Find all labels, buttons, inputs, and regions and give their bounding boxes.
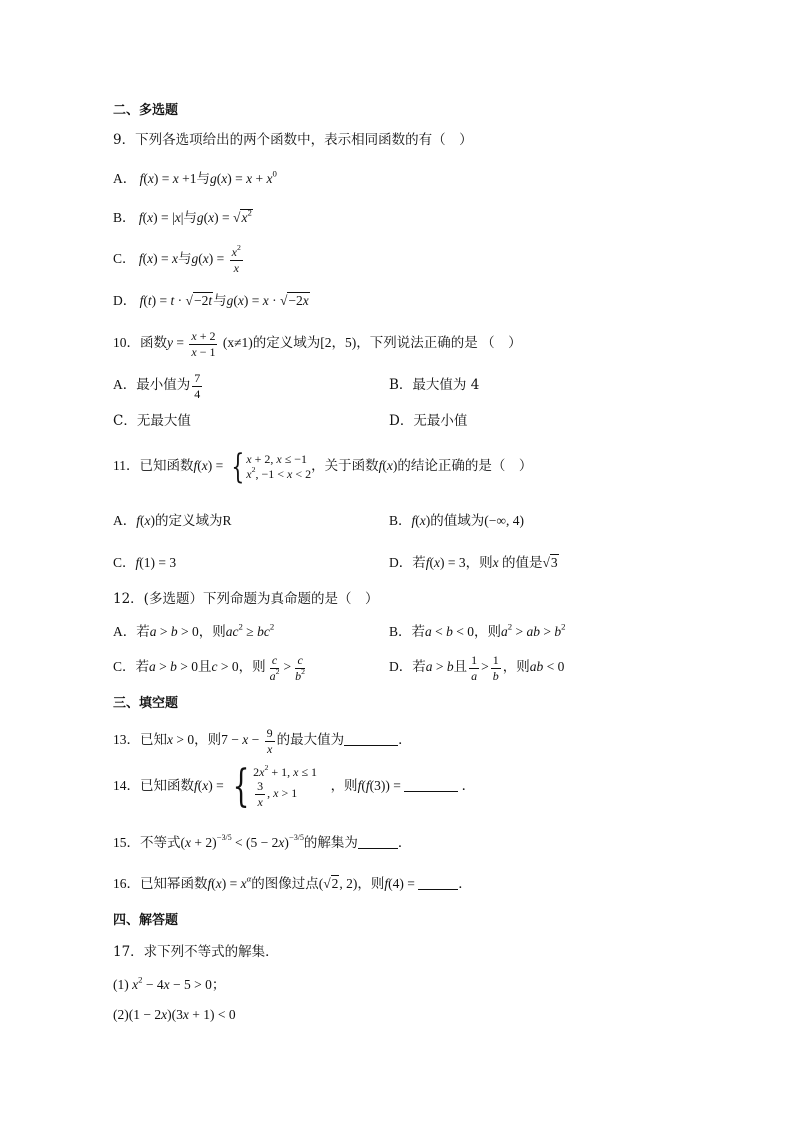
question-10-option-c: C．无最大值 [113,413,191,429]
question-11-option-c: C．f(1) = 3 [113,555,177,570]
piecewise-brace: { $2x^2 + 1$, x ≤ 1 $\frac{3}{x}$ , x > 1 [232,761,318,812]
question-11-option-b: B．f(x)的值域为(−∞, 4) [389,513,525,528]
question-12-option-b: B．若a < b < 0，则$a^2$ > ab > $b^2$ [389,621,566,639]
question-10-stem: 10．函数y = $\frac{x + 2}{x - 1}$ (x≠1)的定义域为[2，5)，下列说法正确的是 （ ） [113,329,522,359]
question-12-stem: 12．(多选题）下列命题为真命题的是（ ） [113,591,379,607]
option-label: D． [113,293,137,308]
question-10-option-b: B．最大值为 4 [389,377,480,393]
section-heading-fill-in: 三、填空题 [113,696,179,711]
question-12-option-d: D．若a > b且 $\frac{1}{a}$ > $\frac{1}{b}$ ，则ab < 0 [389,653,565,683]
question-11-stem: 11．已知函数f(x) = { x + 2, x ≤ −1 $x^2$, −1 < x < 2 ，关于函数f(x)的结论正确的是（ ） [113,447,533,487]
question-15: 15．不等式$(x + 2)^{-3/5} < (5 - 2x)^{-3/5}$的解集为 ． [113,832,412,850]
question-9-option-c: C． f(x) = x与g(x) = $\frac{x^2}{x}$ [113,243,241,275]
question-11-option-a: A．f(x)的定义域为R [113,513,232,528]
question-14: 14．已知函数f(x) = { $2x^2 + 1$, x ≤ 1 $\frac{3}{x}$ , x > 1 ，则f(f(3)) = ． [113,761,476,812]
question-13: 13．已知x > 0，则7 − x − $\frac{9}{x}$ 的最大值为 ． [113,726,412,756]
question-17-stem: 17．求下列不等式的解集． [113,944,279,960]
answer-blank[interactable] [418,877,458,890]
question-9-option-a: A． f(x) = x +1与$g(x) = x + x^0$ [113,168,277,186]
question-16: 16．已知幂函数$f(x) = x^\alpha$的图像过点(√2, 2)，则f(4) = ． [113,873,472,891]
connector-text: 与 [183,210,197,225]
answer-blank[interactable] [404,779,458,792]
option-label: B． [113,210,136,225]
connector-text: 与 [178,251,192,267]
question-12-option-c: C．若a > b > 0且c > 0，则 $\frac{c}{a^2}$ > $\frac{c}{b^2}$ [113,653,306,683]
answer-blank[interactable] [344,733,398,746]
section-heading-solution: 四、解答题 [113,913,179,928]
question-10-option-d: D．无最小值 [389,413,468,429]
answer-blank[interactable] [358,836,398,849]
question-10-option-a: A．最小值为 $\frac{7}{4}$ [113,371,201,401]
connector-text: 与 [213,293,227,308]
question-9-option-d: D． f(t) = t · √−2t与g(x) = x · √−2x [113,293,309,308]
section-heading-multiple-choice: 二、多选题 [113,103,179,118]
question-12-option-a: A．若a > b > 0，则$ac^2 \ge bc^2$ [113,621,275,639]
connector-text: 与 [196,171,210,186]
option-label: A． [113,171,137,186]
option-label: C． [113,251,136,267]
question-17-part-1: (1) $x^2 - 4x - 5 > 0$； [113,974,226,992]
question-11-option-d: D．若f(x) = 3，则x 的值是√3 [389,555,558,570]
question-17-part-2: (2)(1 − 2x)(3x + 1) < 0 [113,1007,236,1022]
question-9-stem: 9．下列各选项给出的两个函数中，表示相同函数的有（ ） [113,132,473,148]
question-9-option-b: B． f(x) = |x|与$g(x) = √x^2$ [113,207,252,225]
piecewise-brace: { x + 2, x ≤ −1 $x^2$, −1 < x < 2 [230,447,312,487]
